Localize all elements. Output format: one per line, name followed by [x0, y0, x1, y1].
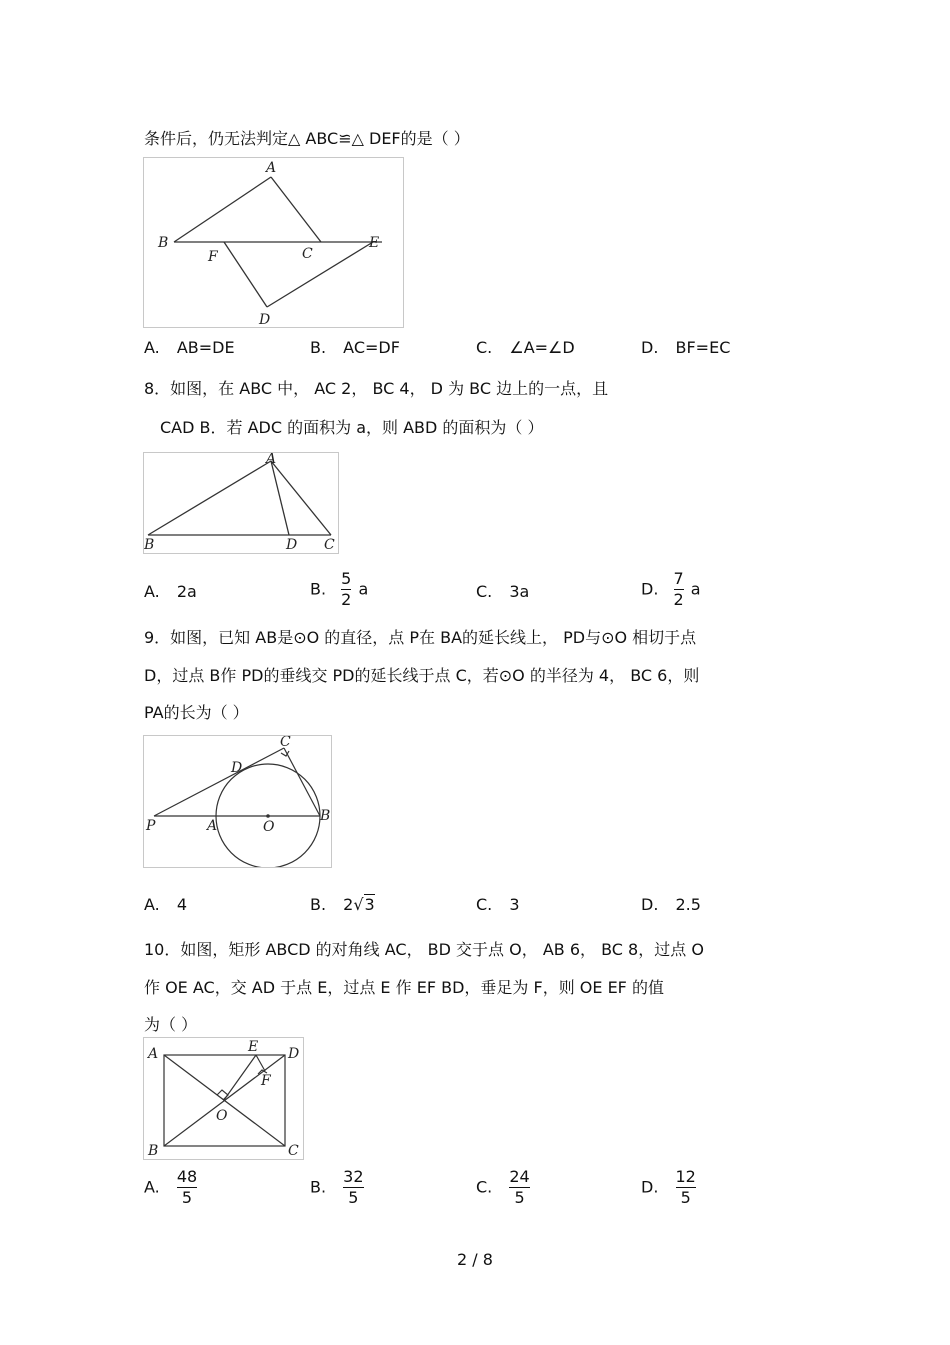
q9-line-3: PA的长为（ ）	[144, 703, 249, 722]
q8-label-d: D	[286, 537, 298, 553]
numerator: 24	[509, 1167, 530, 1186]
q10-label-e: E	[248, 1039, 259, 1055]
option-letter: B.	[310, 579, 327, 599]
fraction	[343, 1168, 363, 1206]
q9-label-c: C	[280, 736, 291, 750]
q10-option-c[interactable]	[476, 1168, 532, 1206]
numerator: 5	[341, 569, 352, 588]
option-text: 3a	[509, 582, 530, 601]
option-letter: A.	[144, 1177, 160, 1197]
q8-line-2: CAD B．若 ADC 的面积为 a，则 ABD 的面积为（ ）	[160, 418, 544, 437]
q10-option-b[interactable]	[310, 1168, 366, 1206]
radicand: 3	[364, 895, 375, 914]
option-letter: C.	[476, 895, 493, 914]
q8-figure	[143, 452, 339, 554]
option-letter: C.	[476, 1177, 493, 1197]
q8-option-c[interactable]	[476, 582, 529, 601]
q10-label-c: C	[288, 1143, 299, 1159]
option-letter: A.	[144, 895, 160, 914]
option-tail: a	[690, 579, 701, 599]
q10-option-a[interactable]	[144, 1168, 199, 1206]
q7-option-d[interactable]	[641, 338, 730, 357]
q10-label-f: F	[261, 1073, 271, 1089]
q8-option-d[interactable]	[641, 570, 701, 608]
q9-line-1: 9．如图，已知 AB是⊙O 的直径，点 P在 BA的延长线上， PD与⊙O 相切于点	[144, 628, 697, 647]
option-text: 3	[509, 895, 520, 914]
option-text: 2a	[176, 582, 197, 601]
q7-option-c[interactable]	[476, 338, 575, 357]
option-letter: A.	[144, 582, 160, 601]
q8-option-b[interactable]	[310, 570, 368, 608]
numerator: 48	[176, 1167, 198, 1186]
q10-line-3: 为（ ）	[144, 1015, 198, 1034]
q9-label-p: P	[146, 818, 156, 834]
q7-label-e: E	[369, 235, 380, 251]
q7-label-c: C	[302, 246, 313, 262]
option-letter: A.	[144, 338, 160, 357]
q10-label-b: B	[148, 1143, 159, 1159]
fraction	[676, 1168, 696, 1206]
q9-option-a[interactable]	[144, 895, 187, 914]
option-text: AB=DE	[176, 338, 235, 357]
q7-label-b: B	[158, 235, 169, 251]
q10-label-d: D	[288, 1046, 300, 1062]
option-letter: C.	[476, 582, 493, 601]
option-text: 4	[176, 895, 188, 914]
option-letter: C.	[476, 338, 493, 357]
option-text: AC=DF	[343, 338, 400, 357]
option-tail: a	[358, 579, 369, 599]
option-letter: D.	[641, 1177, 659, 1197]
option-text: ∠A=∠D	[509, 338, 575, 357]
denominator: 2	[673, 589, 684, 609]
q7-option-b[interactable]	[310, 338, 400, 357]
fraction	[177, 1168, 197, 1206]
option-letter: D.	[641, 579, 659, 599]
fraction	[341, 570, 351, 608]
q9-line-2: D，过点 B作 PD的垂线交 PD的延长线于点 C，若⊙O 的半径为 4， BC 6，则	[144, 666, 700, 685]
q8-label-c: C	[324, 537, 335, 553]
denominator: 5	[348, 1187, 359, 1207]
q9-label-b: B	[320, 808, 331, 824]
option-letter: D.	[641, 338, 659, 357]
q9-option-d[interactable]	[641, 895, 701, 914]
page-number: 2 / 8	[457, 1250, 493, 1269]
q9-figure	[143, 735, 332, 868]
q9-label-o: O	[263, 819, 275, 835]
numerator: 12	[675, 1167, 696, 1186]
q9-label-a: A	[207, 818, 218, 834]
option-letter: B.	[310, 1177, 327, 1197]
q7-label-a: A	[266, 160, 277, 176]
q9-label-d: D	[231, 760, 243, 776]
radical-coefficient: 2	[343, 895, 354, 914]
denominator: 5	[680, 1187, 691, 1207]
option-letter: D.	[641, 895, 659, 914]
q10-option-d[interactable]	[641, 1168, 698, 1206]
option-text: BF=EC	[675, 338, 731, 357]
option-text: 2.5	[675, 895, 701, 914]
q10-figure	[143, 1037, 304, 1160]
q9-option-b[interactable]	[310, 895, 375, 914]
q7-option-a[interactable]	[144, 338, 235, 357]
denominator: 2	[341, 589, 352, 609]
q10-line-2: 作 OE AC，交 AD 于点 E，过点 E 作 EF BD，垂足为 F，则 OE EF 的值	[144, 978, 664, 997]
q8-label-b: B	[144, 537, 155, 553]
q10-label-o: O	[216, 1108, 228, 1124]
option-letter: B.	[310, 895, 327, 914]
sqrt-icon: √	[353, 895, 364, 914]
q9-option-c[interactable]	[476, 895, 520, 914]
denominator: 5	[181, 1187, 193, 1207]
option-letter: B.	[310, 338, 327, 357]
q10-label-a: A	[148, 1046, 159, 1062]
numerator: 32	[343, 1167, 364, 1186]
q8-label-a: A	[266, 453, 277, 467]
q8-option-a[interactable]	[144, 582, 197, 601]
numerator: 7	[673, 569, 684, 588]
q7-stem: 条件后，仍无法判定△ ABC≌△ DEF的是（ ）	[144, 129, 470, 148]
q8-line-1: 8．如图，在 ABC 中， AC 2， BC 4， D 为 BC 边上的一点，且	[144, 379, 609, 398]
q7-label-f: F	[208, 249, 218, 265]
q7-label-d: D	[259, 312, 271, 327]
q10-line-1: 10．如图，矩形 ABCD 的对角线 AC， BD 交于点 O， AB 6， BC 8，过点 O	[144, 940, 704, 959]
fraction	[674, 570, 684, 608]
denominator: 5	[514, 1187, 525, 1207]
fraction	[509, 1168, 529, 1206]
q7-figure	[143, 157, 404, 328]
